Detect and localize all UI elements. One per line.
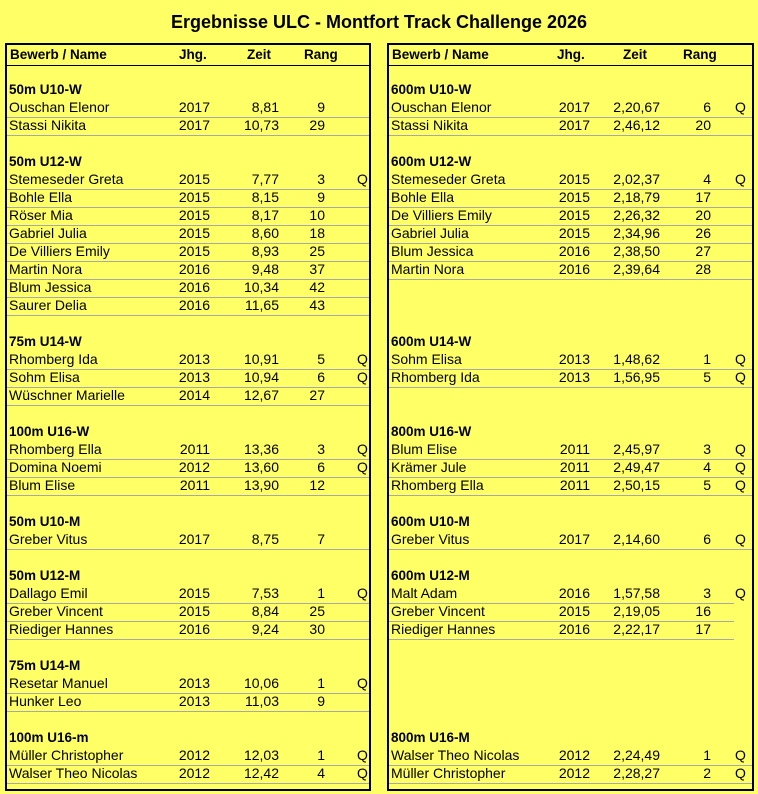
result-time: 2,28,27 (613, 765, 660, 781)
event-title: 75m U14-M (9, 658, 81, 673)
birth-year: 2011 (559, 441, 590, 457)
result-time: 8,60 (251, 225, 279, 241)
qualified-marker: Q (357, 747, 368, 763)
birth-year: 2013 (558, 369, 590, 385)
header-year: Jhg. (557, 47, 585, 62)
qualified-marker: Q (357, 171, 368, 187)
table-row (7, 603, 369, 622)
rank: 6 (703, 99, 711, 115)
birth-year: 2015 (178, 189, 210, 205)
athlete-name: Domina Noemi (9, 459, 102, 475)
qualified-marker: Q (357, 675, 368, 691)
athlete-name: Stemeseder Greta (9, 171, 124, 187)
athlete-name: Gabriel Julia (391, 225, 469, 241)
result-time: 13,90 (243, 477, 279, 493)
qualified-marker: Q (735, 171, 746, 187)
birth-year: 2012 (178, 747, 210, 763)
qualified-marker: Q (357, 351, 368, 367)
birth-year: 2017 (558, 531, 590, 547)
rank: 18 (309, 225, 325, 241)
birth-year: 2017 (178, 117, 210, 133)
birth-year: 2016 (558, 261, 590, 277)
table-header (7, 45, 369, 66)
rank: 6 (317, 459, 325, 475)
athlete-name: Ouschan Elenor (9, 99, 110, 115)
athlete-name: Walser Theo Nicolas (391, 747, 520, 763)
table-row (7, 531, 369, 550)
athlete-name: Blum Jessica (9, 279, 92, 295)
rank: 3 (317, 441, 325, 457)
birth-year: 2016 (558, 621, 590, 637)
birth-year: 2017 (178, 531, 210, 547)
result-time: 9,48 (251, 261, 279, 277)
rank: 17 (695, 189, 711, 205)
result-time: 2,39,64 (613, 261, 660, 277)
athlete-name: Malt Adam (391, 585, 458, 601)
birth-year: 2017 (178, 99, 210, 115)
rank: 37 (309, 261, 325, 277)
rank: 4 (703, 171, 711, 187)
event-title: 800m U16-M (391, 730, 470, 745)
rank: 3 (317, 171, 325, 187)
qualified-marker: Q (735, 531, 746, 547)
birth-year: 2011 (559, 477, 590, 493)
qualified-marker: Q (735, 351, 746, 367)
birth-year: 2015 (178, 243, 210, 259)
table-row (389, 603, 734, 622)
result-time: 13,60 (243, 459, 279, 475)
rank: 9 (317, 99, 325, 115)
table-row (389, 351, 752, 370)
birth-year: 2016 (178, 261, 210, 277)
table-row (389, 585, 746, 604)
rank: 27 (309, 387, 325, 403)
header-time: Zeit (623, 47, 648, 62)
athlete-name: Stassi Nikita (9, 117, 87, 133)
rank: 17 (695, 621, 711, 637)
result-time: 2,14,60 (613, 531, 660, 547)
rank: 5 (317, 351, 325, 367)
birth-year: 2017 (558, 117, 590, 133)
rank: 5 (703, 369, 711, 385)
result-time: 2,24,49 (613, 747, 660, 763)
table-row (389, 369, 752, 388)
rank: 1 (317, 747, 325, 763)
rank: 27 (695, 243, 711, 259)
table-row (389, 261, 752, 280)
birth-year: 2012 (558, 747, 590, 763)
birth-year: 2015 (558, 171, 590, 187)
birth-year: 2011 (179, 477, 210, 493)
qualified-marker: Q (357, 765, 368, 781)
rank: 29 (309, 117, 325, 133)
table-row (7, 369, 369, 388)
athlete-name: Martin Nora (391, 261, 465, 277)
rank: 1 (317, 675, 325, 691)
rank: 12 (309, 477, 325, 493)
qualified-marker: Q (735, 459, 746, 475)
birth-year: 2015 (178, 603, 210, 619)
table-row (7, 207, 369, 226)
athlete-name: Rhomberg Ella (9, 441, 102, 457)
rank: 2 (703, 765, 711, 781)
table-row (7, 171, 369, 190)
birth-year: 2013 (178, 351, 210, 367)
birth-year: 2013 (178, 693, 210, 709)
result-time: 1,48,62 (613, 351, 660, 367)
rank: 9 (317, 693, 325, 709)
table-row (7, 189, 369, 208)
event-title: 100m U16-W (9, 424, 90, 439)
result-time: 12,42 (243, 765, 279, 781)
rank: 9 (317, 189, 325, 205)
table-row (7, 117, 369, 136)
qualified-marker: Q (357, 459, 368, 475)
qualified-marker: Q (735, 747, 746, 763)
rank: 3 (703, 585, 711, 601)
athlete-name: Bohle Ella (391, 189, 455, 205)
birth-year: 2017 (558, 99, 590, 115)
table-row (7, 477, 369, 496)
birth-year: 2015 (558, 207, 590, 223)
table-row (7, 675, 369, 694)
result-time: 8,93 (251, 243, 279, 259)
table-row (7, 225, 369, 244)
athlete-name: Dallago Emil (9, 585, 88, 601)
birth-year: 2012 (558, 765, 590, 781)
table-row (7, 621, 369, 640)
table-header (389, 45, 752, 66)
athlete-name: Sohm Elisa (9, 369, 80, 385)
table-row (389, 747, 752, 766)
qualified-marker: Q (735, 441, 746, 457)
rank: 1 (703, 351, 711, 367)
result-time: 10,94 (243, 369, 279, 385)
rank: 30 (309, 621, 325, 637)
rank: 5 (703, 477, 711, 493)
result-time: 10,06 (243, 675, 279, 691)
athlete-name: Blum Elise (391, 441, 458, 457)
athlete-name: Greber Vitus (391, 531, 470, 547)
result-time: 8,84 (251, 603, 279, 619)
rank: 28 (695, 261, 711, 277)
result-time: 10,91 (243, 351, 279, 367)
athlete-name: Stemeseder Greta (391, 171, 506, 187)
athlete-name: Saurer Delia (9, 297, 87, 313)
result-time: 2,45,97 (613, 441, 660, 457)
birth-year: 2012 (178, 765, 210, 781)
rank: 16 (695, 603, 711, 619)
athlete-name: Ouschan Elenor (391, 99, 492, 115)
result-time: 1,56,95 (613, 369, 660, 385)
event-title: 600m U10-M (391, 514, 470, 529)
birth-year: 2015 (178, 225, 210, 241)
table-row (389, 207, 752, 226)
birth-year: 2013 (178, 675, 210, 691)
athlete-name: Martin Nora (9, 261, 83, 277)
table-row (389, 531, 752, 550)
event-title: 75m U14-W (9, 334, 82, 349)
qualified-marker: Q (735, 369, 746, 385)
result-time: 2,49,47 (613, 459, 660, 475)
result-time: 2,18,79 (613, 189, 660, 205)
results-panel-left (5, 43, 371, 791)
athlete-name: Stassi Nikita (391, 117, 469, 133)
athlete-name: Riediger Hannes (9, 621, 114, 637)
table-row (389, 477, 752, 496)
athlete-name: Rhomberg Ida (9, 351, 98, 367)
rank: 6 (317, 369, 325, 385)
result-time: 8,17 (251, 207, 279, 223)
result-time: 2,19,05 (613, 603, 660, 619)
result-time: 10,73 (243, 117, 279, 133)
rank: 3 (703, 441, 711, 457)
athlete-name: Walser Theo Nicolas (9, 765, 138, 781)
result-time: 2,38,50 (613, 243, 660, 259)
birth-year: 2016 (558, 243, 590, 259)
result-time: 8,75 (251, 531, 279, 547)
birth-year: 2016 (558, 585, 590, 601)
event-title: 100m U16-m (9, 730, 89, 745)
event-title: 800m U16-W (391, 424, 472, 439)
birth-year: 2015 (178, 207, 210, 223)
athlete-name: Greber Vincent (391, 603, 485, 619)
athlete-name: Blum Elise (9, 477, 76, 493)
athlete-name: Müller Christopher (391, 765, 506, 781)
qualified-marker: Q (735, 477, 746, 493)
birth-year: 2015 (558, 189, 590, 205)
result-time: 11,65 (245, 297, 279, 313)
athlete-name: Rhomberg Ella (391, 477, 484, 493)
birth-year: 2013 (558, 351, 590, 367)
athlete-name: Bohle Ella (9, 189, 73, 205)
result-time: 2,22,17 (613, 621, 660, 637)
event-title: 50m U10-W (9, 82, 82, 97)
qualified-marker: Q (357, 585, 368, 601)
result-time: 13,36 (243, 441, 279, 457)
result-time: 9,24 (251, 621, 279, 637)
result-time: 2,34,96 (613, 225, 660, 241)
table-row (389, 117, 752, 136)
birth-year: 2011 (179, 441, 210, 457)
athlete-name: Krämer Jule (391, 459, 467, 475)
athlete-name: Gabriel Julia (9, 225, 87, 241)
header-rank: Rang (683, 47, 717, 62)
rank: 26 (695, 225, 711, 241)
athlete-name: Riediger Hannes (391, 621, 496, 637)
table-row (7, 585, 369, 604)
birth-year: 2016 (178, 621, 210, 637)
rank: 25 (309, 243, 325, 259)
event-title: 600m U12-W (391, 154, 472, 169)
result-time: 7,53 (251, 585, 279, 601)
birth-year: 2012 (178, 459, 210, 475)
athlete-name: Sohm Elisa (391, 351, 462, 367)
header-year: Jhg. (179, 47, 207, 62)
table-row (7, 441, 369, 460)
birth-year: 2011 (559, 459, 590, 475)
rank: 20 (695, 117, 711, 133)
event-title: 50m U12-W (9, 154, 82, 169)
header-rank: Rang (304, 47, 338, 62)
event-title: 600m U14-W (391, 334, 472, 349)
table-row (389, 171, 752, 190)
table-row (389, 99, 752, 118)
page-title: Ergebnisse ULC - Montfort Track Challenge 2026 (170, 12, 588, 32)
table-row (7, 297, 369, 316)
table-row (389, 459, 752, 478)
results-panel-right (387, 43, 754, 791)
qualified-marker: Q (735, 585, 746, 601)
rank: 6 (703, 531, 711, 547)
table-row (7, 747, 369, 766)
athlete-name: Röser Mia (9, 207, 73, 223)
athlete-name: Greber Vitus (9, 531, 88, 547)
event-title: 50m U10-M (9, 514, 81, 529)
result-time: 11,03 (245, 693, 279, 709)
rank: 42 (309, 279, 325, 295)
rank: 4 (317, 765, 325, 781)
rank: 4 (703, 459, 711, 475)
rank: 20 (695, 207, 711, 223)
result-time: 7,77 (251, 171, 279, 187)
result-time: 2,20,67 (613, 99, 660, 115)
table-row (7, 693, 369, 712)
birth-year: 2015 (558, 603, 590, 619)
table-row (389, 189, 752, 208)
table-row (389, 441, 752, 460)
qualified-marker: Q (357, 441, 368, 457)
qualified-marker: Q (735, 765, 746, 781)
result-time: 2,02,37 (613, 171, 660, 187)
rank: 1 (703, 747, 711, 763)
table-row (7, 243, 369, 262)
athlete-name: Rhomberg Ida (391, 369, 480, 385)
result-time: 12,67 (243, 387, 279, 403)
birth-year: 2014 (178, 387, 210, 403)
event-title: 50m U12-M (9, 568, 81, 583)
table-row (7, 279, 369, 298)
birth-year: 2016 (178, 279, 210, 295)
rank: 43 (309, 297, 325, 313)
birth-year: 2015 (558, 225, 590, 241)
rank: 25 (309, 603, 325, 619)
table-row (389, 621, 734, 640)
table-row (389, 243, 752, 262)
table-row (7, 459, 369, 478)
qualified-marker: Q (735, 99, 746, 115)
table-row (7, 261, 369, 280)
birth-year: 2016 (178, 297, 210, 313)
athlete-name: De Villiers Emily (9, 243, 110, 259)
result-time: 12,03 (243, 747, 279, 763)
header-time: Zeit (247, 47, 272, 62)
athlete-name: De Villiers Emily (391, 207, 492, 223)
birth-year: 2013 (178, 369, 210, 385)
result-time: 2,50,15 (613, 477, 660, 493)
result-time: 8,81 (251, 99, 279, 115)
athlete-name: Hunker Leo (9, 693, 82, 709)
birth-year: 2015 (178, 585, 210, 601)
rank: 10 (309, 207, 325, 223)
athlete-name: Wüschner Marielle (9, 387, 125, 403)
athlete-name: Resetar Manuel (9, 675, 108, 691)
athlete-name: Müller Christopher (9, 747, 124, 763)
table-row (389, 765, 752, 784)
result-time: 1,57,58 (613, 585, 660, 601)
result-time: 10,34 (243, 279, 279, 295)
rank: 1 (317, 585, 325, 601)
athlete-name: Blum Jessica (391, 243, 474, 259)
result-time: 2,46,12 (613, 117, 660, 133)
event-title: 600m U12-M (391, 568, 470, 583)
header-name: Bewerb / Name (392, 47, 489, 62)
table-row (7, 99, 369, 118)
header-name: Bewerb / Name (10, 47, 107, 62)
qualified-marker: Q (357, 369, 368, 385)
result-time: 2,26,32 (613, 207, 660, 223)
table-row (7, 765, 369, 784)
birth-year: 2015 (178, 171, 210, 187)
rank: 7 (317, 531, 325, 547)
event-title: 600m U10-W (391, 82, 472, 97)
result-time: 8,15 (251, 189, 279, 205)
athlete-name: Greber Vincent (9, 603, 103, 619)
table-row (389, 225, 752, 244)
table-row (7, 351, 369, 370)
table-row (7, 387, 369, 406)
